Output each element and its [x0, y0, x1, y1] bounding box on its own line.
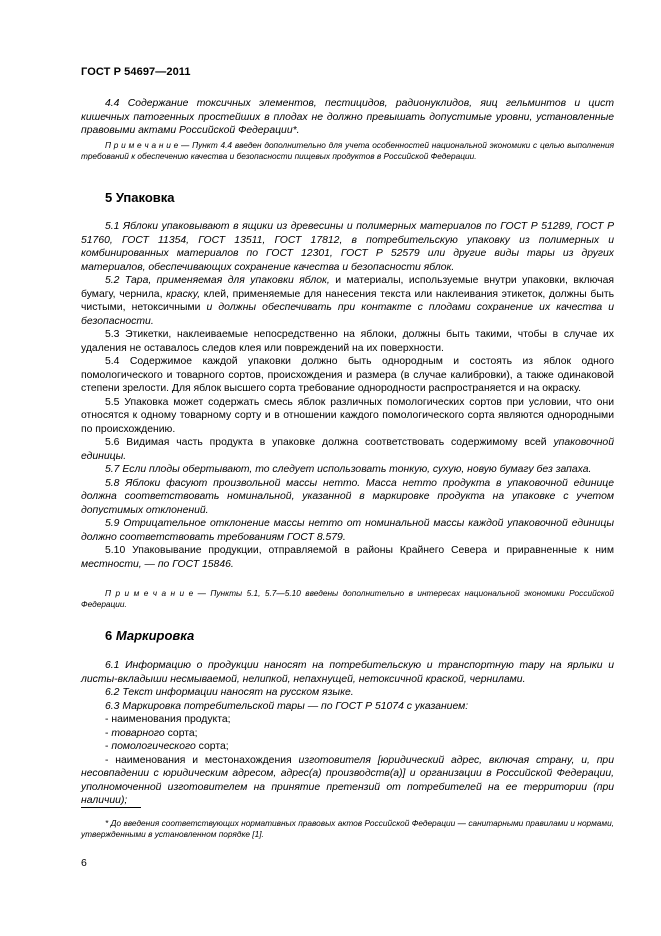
- list-item-pomological-grade-word: помологического: [111, 741, 199, 752]
- footnote-text: * До введения соответствующих нормативных правовых актов Российской Федерации — санитарными правилами и нормами, утвержденными в установленном порядке [1].: [81, 818, 614, 840]
- paragraph-5-8: 5.8 Яблоки фасуют произвольной массы нетто. Масса нетто продукта в упаковочной единице должна соответствовать номинальной, указанной в маркировке продукта на упаковке с учетом допустимых отклонений.: [81, 477, 614, 516]
- note-section-5: [81, 588, 614, 610]
- note-4-4-text: П р и м е ч а н и е — Пункт 4.4 введен дополнительно для учета особенностей национальной экономики с целью выполнения требований к обеспечению качества и безопасности пищевых продуктов в Российской Федерации.: [81, 140, 614, 162]
- paragraph-5-6-part-b: упаковочной единицы.: [81, 437, 614, 462]
- paragraph-5-10-part-b: местности, — по ГОСТ 15846.: [81, 558, 234, 570]
- section-6-heading: [105, 628, 194, 643]
- list-item-manufacturer: [81, 754, 614, 808]
- paragraph-4-4: [81, 97, 614, 138]
- list-item-pomological-grade: [81, 740, 614, 754]
- paragraph-5-3: 5.3 Этикетки, наклеиваемые непосредственно на яблоки, должны быть такими, чтобы в случае их удаления не оставалось следов клея или повреждений на их поверхности.: [81, 329, 614, 354]
- list-item-commercial-grade-dash: -: [105, 727, 112, 739]
- paragraph-5-10: [81, 544, 614, 571]
- paragraph-5-1: 5.1 Яблоки упаковывают в ящики из древесины и полимерных материалов по ГОСТ Р 51289, ГОСТ Р 51760, ГОСТ 11354, ГОСТ 13511, ГОСТ 17812, в потребительскую упаковку из полимерных и комбинированных материалов по ГОСТ 12301, ГОСТ Р 52579 или другие виды тары из других материалов, обеспечивающих сохранение качества и безопасности яблок.: [81, 221, 614, 273]
- paragraph-4-4-text: 4.4 Содержание токсичных элементов, пестицидов, радионуклидов, яиц гельминтов и цист кишечных патогенных простейших в плодах не должно превышать допустимые уровни, установленные правовыми актами Российской Федерации*.: [81, 98, 614, 136]
- section-5-body: [81, 220, 614, 571]
- list-item-commercial-grade-word: товарного: [111, 727, 168, 739]
- list-item-pomological-grade-dash: -: [105, 741, 112, 752]
- page-number: 6: [81, 857, 87, 869]
- section-6-body: [81, 659, 614, 808]
- paragraph-5-7: 5.7 Если плоды обертывают, то следует использовать тонкую, сухую, новую бумагу без запаха.: [105, 464, 592, 475]
- section-6-number: 6: [105, 628, 113, 643]
- list-item-commercial-grade: [81, 727, 614, 741]
- list-item-commercial-grade-rest: сорта;: [167, 727, 198, 739]
- paragraph-5-2-part-b: и материалы, используемые внутри упаковки, включая бумагу, чернила,: [81, 275, 614, 300]
- list-item-manufacturer-part-b: изготовителя [юридический адрес, включая страну, и, при несовпадении с юридическим адресом, адрес(а) производств(а)] и организации в Российской Федерации, уполномоченной изготовителем на принятие претензий от потребителей на ее территории (при наличии);: [81, 754, 614, 806]
- paragraph-5-2-part-e: и должны обеспечивать при контакте с плодами сохранение их качества и безопасности.: [81, 302, 614, 327]
- note-section-5-text: П р и м е ч а н и е — Пункты 5.1, 5.7—5.10 введены дополнительно в интересах национальной экономики Российской Федерации.: [81, 588, 614, 610]
- footnote-divider: [81, 807, 141, 808]
- paragraph-6-2: 6.2 Текст информации наносят на русском языке.: [105, 687, 354, 698]
- paragraph-6-3: 6.3 Маркировка потребительской тары — по ГОСТ Р 51074 с указанием:: [105, 700, 469, 712]
- paragraph-5-4: 5.4 Содержимое каждой упаковки должно быть однородным и состоять из яблок одного помологического и товарного сортов, происхождения и размера (в случае калибровки), а также одинаковой степени зрелости. Для яблок высшего сорта требование однородности распространяется и на окраску.: [81, 356, 614, 394]
- paragraph-5-10-part-a: 5.10 Упаковывание продукции, отправляемой в районы Крайнего Севера и приравненные к ним: [105, 545, 614, 556]
- paragraph-5-6-part-a: 5.6 Видимая часть продукта в упаковке должна соответствовать содержимому всей: [105, 437, 554, 448]
- paragraph-6-1: 6.1 Информацию о продукции наносят на потребительскую и транспортную тару на ярлыки и листы-вкладыши несмываемой, нелипкой, непахнущей, нетоксичной краской, чернилами.: [81, 660, 614, 685]
- paragraph-5-2-part-a: 5.2 Тара, применяемая для упаковки яблок,: [105, 275, 330, 286]
- standard-header: ГОСТ Р 54697—2011: [81, 66, 191, 78]
- section-5-heading: 5 Упаковка: [105, 190, 175, 205]
- paragraph-5-2-part-c: краску,: [166, 288, 201, 300]
- list-item-pomological-grade-rest: сорта;: [198, 741, 229, 752]
- footnote: [81, 818, 614, 840]
- list-item-manufacturer-part-a: - наименования и местонахождения: [105, 754, 299, 766]
- paragraph-5-2: [81, 274, 614, 328]
- paragraph-5-6: [81, 436, 614, 463]
- section-6-title: Маркировка: [115, 628, 195, 643]
- note-4-4: [81, 140, 614, 162]
- paragraph-5-9: 5.9 Отрицательное отклонение массы нетто от номинальной массы каждой упаковочной единицы должно соответствовать требованиям ГОСТ 8.579.: [81, 518, 614, 543]
- list-item-product-name: - наименования продукта;: [105, 714, 231, 725]
- paragraph-5-2-part-d: клей, применяемые для нанесения текста или наклеивания этикеток, должны быть чистыми, нетоксичными: [81, 288, 615, 313]
- paragraph-5-5: 5.5 Упаковка может содержать смесь яблок различных помологических сортов при условии, что они относятся к одному товарному сорту и в отношении каждого помологического сорта являются однородными по происхождению.: [81, 396, 614, 435]
